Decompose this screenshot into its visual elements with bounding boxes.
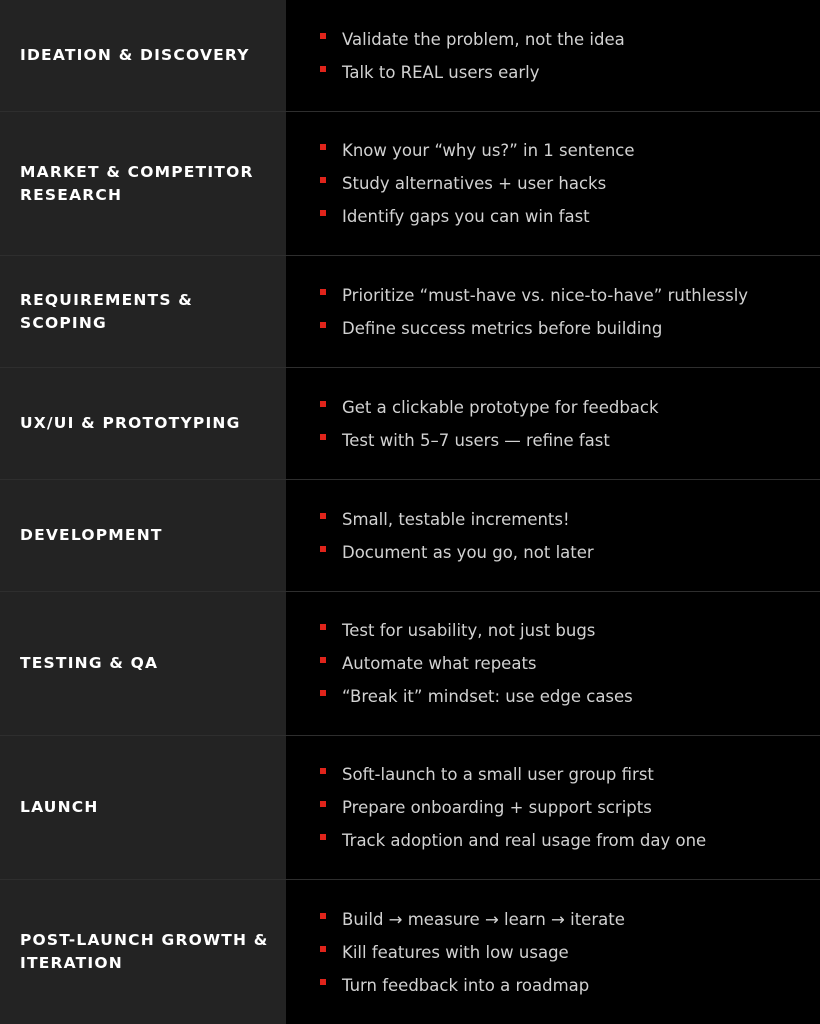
phase-cell [0, 736, 286, 879]
phase-label: IDEATION & DISCOVERY [20, 46, 250, 64]
phase-cell [0, 0, 286, 111]
tips-cell [286, 592, 820, 735]
tip-text: Track adoption and real usage from day one [342, 831, 707, 850]
list-item [320, 391, 820, 424]
tips-cell [286, 480, 820, 591]
tip-text: Get a clickable prototype for feedback [342, 397, 659, 417]
phase-label: POST-LAUNCH GROWTH & ITERATION [20, 931, 269, 972]
bullet-square-icon [320, 690, 326, 696]
table-row-launch [0, 736, 820, 880]
list-item [320, 312, 820, 345]
tip-text: Turn feedback into a roadmap [342, 975, 590, 995]
phase-label: LAUNCH [20, 798, 99, 816]
tip-text: Identify gaps you can win fast [342, 207, 590, 226]
tip-text: Document as you go, not later [342, 542, 594, 562]
tip-text: Kill features with low usage [342, 942, 569, 962]
bullet-square-icon [320, 801, 326, 807]
bullet-square-icon [320, 322, 326, 328]
phase-cell [0, 880, 286, 1024]
phase-cell [0, 112, 286, 255]
list-item [320, 758, 820, 791]
bullet-square-icon [320, 513, 326, 519]
tip-text: Define success metrics before building [342, 318, 663, 338]
bullet-square-icon [320, 289, 326, 295]
list-item [320, 167, 820, 200]
list-item [320, 56, 820, 89]
list-item [320, 424, 820, 457]
tip-text: Soft-launch to a small user group first [342, 765, 654, 784]
tip-text: Know your “why us?” in 1 sentence [342, 141, 635, 160]
table-row-market-research [0, 112, 820, 256]
table-row-ideation [0, 0, 820, 112]
bullet-square-icon [320, 834, 326, 840]
list-item [320, 936, 820, 969]
tip-text: Build → measure → learn → iterate [342, 909, 625, 929]
list-item [320, 969, 820, 1002]
table-row-ux-ui [0, 368, 820, 480]
phase-label: UX/UI & PROTOTYPING [20, 414, 241, 432]
list-item [320, 23, 820, 56]
bullet-square-icon [320, 946, 326, 952]
tip-text: Validate the problem, not the idea [342, 29, 625, 49]
list-item [320, 503, 820, 536]
bullet-square-icon [320, 546, 326, 552]
phase-label: MARKET & COMPETITOR RESEARCH [20, 162, 254, 204]
list-item [320, 903, 820, 936]
bullet-square-icon [320, 33, 326, 39]
tip-text: Prepare onboarding + support scripts [342, 798, 652, 817]
phase-label: TESTING & QA [20, 654, 159, 672]
bullet-square-icon [320, 979, 326, 985]
list-item [320, 279, 820, 312]
tip-text: Test with 5–7 users — refine fast [342, 430, 610, 450]
list-item [320, 680, 820, 713]
bullet-square-icon [320, 657, 326, 663]
phase-label: DEVELOPMENT [20, 526, 163, 544]
bullet-square-icon [320, 768, 326, 774]
phase-cell [0, 256, 286, 367]
list-item [320, 824, 820, 857]
tip-text: “Break it” mindset: use edge cases [342, 687, 633, 706]
bullet-square-icon [320, 624, 326, 630]
tip-text: Test for usability, not just bugs [342, 621, 596, 640]
tip-text: Talk to REAL users early [342, 62, 540, 82]
bullet-square-icon [320, 401, 326, 407]
tip-text: Study alternatives + user hacks [342, 174, 607, 193]
tips-cell [286, 112, 820, 255]
phase-cell [0, 480, 286, 591]
tips-cell [286, 368, 820, 479]
tip-text: Automate what repeats [342, 654, 537, 673]
phase-cell [0, 592, 286, 735]
bullet-square-icon [320, 177, 326, 183]
table-row-development [0, 480, 820, 592]
tips-cell [286, 880, 820, 1024]
table-row-requirements [0, 256, 820, 368]
list-item [320, 134, 820, 167]
list-item [320, 536, 820, 569]
bullet-square-icon [320, 66, 326, 72]
list-item [320, 647, 820, 680]
bullet-square-icon [320, 434, 326, 440]
tips-cell [286, 0, 820, 111]
phase-cell [0, 368, 286, 479]
bullet-square-icon [320, 210, 326, 216]
bullet-square-icon [320, 913, 326, 919]
bullet-square-icon [320, 144, 326, 150]
table-row-testing [0, 592, 820, 736]
tips-cell [286, 256, 820, 367]
tip-text: Small, testable increments! [342, 509, 570, 529]
list-item [320, 200, 820, 233]
phase-label: REQUIREMENTS & SCOPING [20, 290, 194, 332]
tips-cell [286, 736, 820, 879]
table-row-post-launch [0, 880, 820, 1024]
list-item [320, 614, 820, 647]
list-item [320, 791, 820, 824]
tip-text: Prioritize “must-have vs. nice-to-have” ruthlessly [342, 285, 749, 305]
